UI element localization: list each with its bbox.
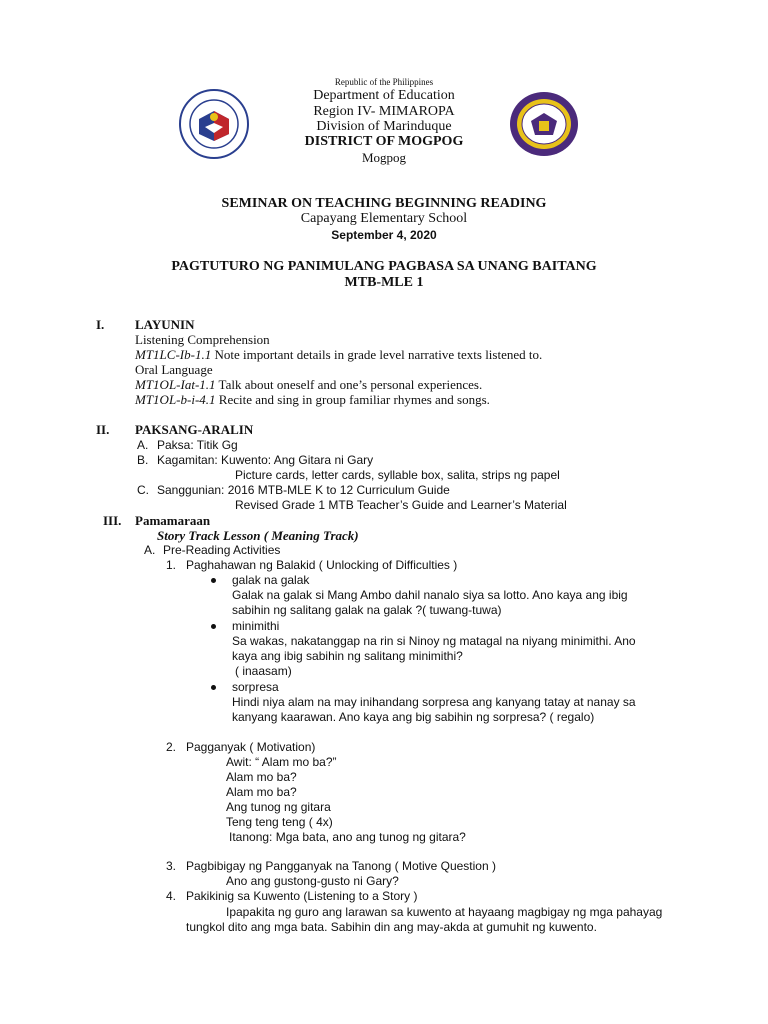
song-line-2: Alam mo ba?: [226, 770, 297, 784]
objective-line-2: [135, 377, 482, 393]
step-1-text: Paghahawan ng Balakid ( Unlocking of Difficulties ): [186, 558, 458, 572]
section-2-title: PAKSANG-ARALIN: [135, 422, 254, 437]
section-3-number: III.: [103, 513, 122, 528]
step-3-number: 3.: [166, 859, 177, 873]
section-2-number: II.: [96, 422, 110, 437]
objective-code-3: MT1OL-b-i-4.1: [135, 392, 216, 407]
step-4-number: 4.: [166, 889, 177, 903]
step-4-line-2: tungkol dito ang mga bata. Sabihin din ang may-akda at gumuhit ng kuwento.: [186, 920, 597, 934]
vocab-sentence-2-line-2: kaya ang ibig sabihin ng salitang minimithi?: [232, 649, 463, 663]
step-2-text: Pagganyak ( Motivation): [186, 740, 316, 754]
story-track-heading: Story Track Lesson ( Meaning Track): [157, 528, 359, 543]
song-line-4: Ang tunog ng gitara: [226, 800, 331, 814]
town-line: Mogpog: [361, 150, 407, 165]
song-line-3: Alam mo ba?: [226, 785, 297, 799]
subject-marker-b: B.: [137, 453, 149, 467]
step-3-subtext: Ano ang gustong-gusto ni Gary?: [226, 874, 399, 888]
subject-marker-a: A.: [137, 438, 149, 452]
song-line-1: Awit: “ Alam mo ba?”: [226, 755, 337, 769]
objective-label-oral: Oral Language: [135, 362, 213, 377]
objective-text-1: Note important details in grade level narrative texts listened to.: [211, 347, 543, 362]
objective-label-listening: Listening Comprehension: [135, 332, 270, 347]
seminar-date: September 4, 2020: [331, 228, 437, 242]
division-line: Division of Marinduque: [316, 119, 452, 134]
vocab-sentence-3-line-1: Hindi niya alam na may inihandang sorpresa ang kanyang tatay at nanay sa: [232, 695, 636, 709]
lesson-title: PAGTUTURO NG PANIMULANG PAGBASA SA UNANG BAITANG: [171, 259, 597, 274]
bullet-icon: [211, 578, 216, 583]
region-line: Region IV- MIMAROPA: [313, 104, 455, 119]
subject-marker-c: C.: [137, 483, 149, 497]
song-line-6: Itanong: Mga bata, ano ang tunog ng gitara?: [229, 830, 466, 844]
step-1-number: 1.: [166, 558, 177, 572]
vocab-sentence-2-line-3: ( inaasam): [235, 664, 292, 678]
vocab-word-3: sorpresa: [232, 680, 279, 694]
vocab-sentence-1-line-2: sabihin ng salitang galak na galak ?( tuwang-tuwa): [232, 603, 502, 617]
seminar-school: Capayang Elementary School: [300, 211, 468, 226]
objective-line-3: [135, 392, 490, 408]
vocab-sentence-1-line-1: Galak na galak si Mang Ambo dahil nanalo siya sa lotto. Ano kaya ang ibig: [232, 588, 628, 602]
subject-text-b: Kagamitan: Kuwento: Ang Gitara ni Gary: [157, 453, 374, 467]
objective-text-2: Talk about oneself and one’s personal experiences.: [215, 377, 483, 392]
bullet-icon: [211, 685, 216, 690]
section-1-number: I.: [96, 317, 105, 332]
step-4-text: Pakikinig sa Kuwento (Listening to a Story ): [186, 889, 418, 903]
objective-text-3: Recite and sing in group familiar rhymes and songs.: [215, 392, 490, 407]
subject-text-c: Sanggunian: 2016 MTB-MLE K to 12 Curriculum Guide: [157, 483, 450, 497]
subject-text-c-cont: Revised Grade 1 MTB Teacher’s Guide and Learner’s Material: [235, 498, 567, 512]
song-line-5: Teng teng teng ( 4x): [226, 815, 333, 829]
objective-code-1: MT1LC-Ib-1.1: [135, 347, 212, 362]
step-3-text: Pagbibigay ng Pangganyak na Tanong ( Motive Question ): [186, 859, 496, 873]
republic-line: Republic of the Philippines: [334, 77, 434, 87]
vocab-word-1: galak na galak: [232, 573, 310, 587]
activity-text-a: Pre-Reading Activities: [163, 543, 281, 557]
bullet-icon: [211, 624, 216, 629]
activity-marker-a: A.: [144, 543, 156, 557]
step-2-number: 2.: [166, 740, 177, 754]
vocab-sentence-2-line-1: Sa wakas, nakatanggap na rin si Ninoy ng matagal na niyang minimithi. Ano: [232, 634, 636, 648]
department-line: Department of Education: [313, 88, 455, 103]
lesson-subtitle: MTB-MLE 1: [344, 275, 424, 290]
step-4-line-1: Ipapakita ng guro ang larawan sa kuwento at hayaang magbigay ng mga pahayag: [226, 905, 663, 919]
section-3-title: Pamamaraan: [135, 513, 211, 528]
objective-code-2: MT1OL-Iat-1.1: [135, 377, 216, 392]
district-line: DISTRICT OF MOGPOG: [304, 134, 464, 149]
subject-text-b-cont: Picture cards, letter cards, syllable box, salita, strips ng papel: [235, 468, 560, 482]
section-1-title: LAYUNIN: [135, 317, 195, 332]
vocab-word-2: minimithi: [232, 619, 280, 633]
objective-line-1: [135, 347, 542, 363]
vocab-sentence-3-line-2: kanyang kaarawan. Ano kaya ang big sabihin ng sorpresa? ( regalo): [232, 710, 595, 724]
seminar-title: SEMINAR ON TEACHING BEGINNING READING: [221, 196, 547, 211]
subject-text-a: Paksa: Titik Gg: [157, 438, 238, 452]
